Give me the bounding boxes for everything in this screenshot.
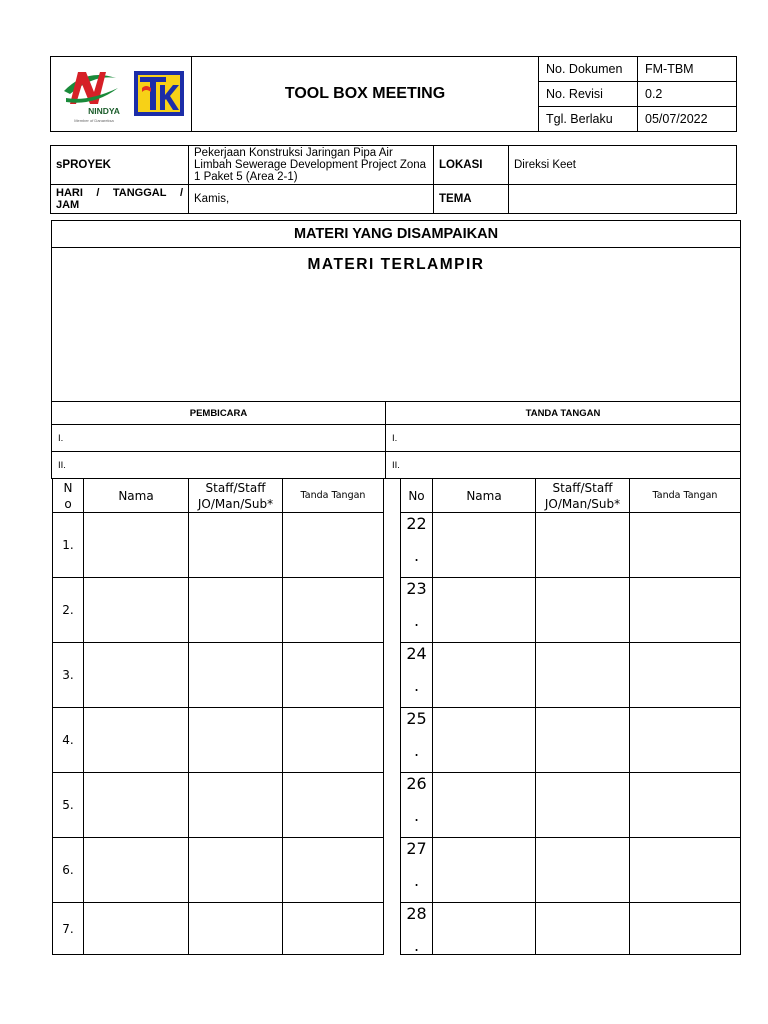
signature-cell[interactable] [283, 708, 384, 773]
document-header [50, 56, 737, 132]
signature-cell[interactable] [283, 773, 384, 838]
nindya-wordmark: NINDYA [88, 105, 120, 116]
hari-tanggal-jam-label [51, 185, 189, 214]
slash-word: / [96, 187, 100, 199]
table-row [53, 773, 384, 838]
tanda-tangan-header: Tanda Tangan [283, 479, 384, 513]
proyek-label: sPROYEK [51, 146, 189, 185]
nama-cell[interactable] [433, 643, 536, 708]
no-header: No [401, 479, 433, 513]
nama-cell[interactable] [84, 773, 189, 838]
row-number-suffix: . [413, 806, 420, 825]
signature-cell[interactable] [283, 643, 384, 708]
lokasi-label: LOKASI [434, 146, 509, 185]
row-number: 1. [53, 513, 84, 578]
row-number-suffix: . [413, 676, 420, 695]
nama-cell[interactable] [433, 708, 536, 773]
table-row [53, 513, 384, 578]
row-number: 7. [53, 903, 84, 955]
meta-label: Tgl. Berlaku [539, 107, 638, 132]
table-row [53, 708, 384, 773]
staff-cell[interactable] [189, 578, 283, 643]
tanda-tangan-header: Tanda Tangan [630, 479, 741, 513]
staff-cell[interactable] [536, 838, 630, 903]
tanda-tangan-row: II. [386, 452, 741, 479]
row-number-suffix: . [413, 741, 420, 760]
company-logos [56, 58, 186, 128]
row-number-suffix: . [413, 871, 420, 890]
staff-cell[interactable] [536, 903, 630, 955]
signature-cell[interactable] [630, 513, 741, 578]
nama-cell[interactable] [84, 578, 189, 643]
materi-heading: MATERI YANG DISAMPAIKAN [52, 221, 741, 248]
row-number: 3. [53, 643, 84, 708]
row-number: 22 [406, 514, 427, 533]
signature-cell[interactable] [630, 773, 741, 838]
nama-cell[interactable] [433, 578, 536, 643]
table-row [401, 578, 741, 643]
materi-body: MATERI TERLAMPIR [307, 256, 485, 273]
table-row [401, 643, 741, 708]
attendance-table-left [52, 478, 384, 955]
row-number-cell [401, 578, 433, 643]
hari-tanggal-line [56, 187, 183, 199]
nindya-logo [64, 72, 120, 123]
tanggal-word: TANGGAL [112, 187, 167, 199]
table-row [53, 903, 384, 955]
staff-cell[interactable] [189, 643, 283, 708]
materi-table [51, 220, 741, 479]
row-number-cell [401, 708, 433, 773]
staff-cell[interactable] [536, 708, 630, 773]
staff-cell[interactable] [189, 773, 283, 838]
logo-cell [51, 57, 192, 132]
staff-cell[interactable] [536, 643, 630, 708]
project-info-table [50, 145, 737, 214]
staff-cell[interactable] [189, 513, 283, 578]
tema-label: TEMA [434, 185, 509, 214]
signature-cell[interactable] [283, 513, 384, 578]
signature-cell[interactable] [630, 708, 741, 773]
row-number: 4. [53, 708, 84, 773]
row-number-cell [401, 903, 433, 955]
staff-header: Staff/Staff JO/Man/Sub* [189, 479, 283, 513]
staff-cell[interactable] [536, 773, 630, 838]
row-number-cell [401, 838, 433, 903]
signature-cell[interactable] [630, 643, 741, 708]
staff-cell[interactable] [536, 513, 630, 578]
slash-word: / [179, 187, 183, 199]
nama-header: Nama [84, 479, 189, 513]
signature-cell[interactable] [283, 578, 384, 643]
no-header [53, 479, 84, 513]
document-title: TOOL BOX MEETING [192, 57, 539, 132]
nama-cell[interactable] [433, 838, 536, 903]
row-number-suffix: . [413, 611, 420, 630]
meta-label: No. Revisi [539, 82, 638, 107]
nama-cell[interactable] [433, 513, 536, 578]
signature-cell[interactable] [630, 903, 741, 955]
row-number-cell [401, 773, 433, 838]
tema-value [509, 185, 737, 214]
nama-cell[interactable] [84, 838, 189, 903]
staff-header: Staff/Staff JO/Man/Sub* [536, 479, 630, 513]
nama-cell[interactable] [84, 708, 189, 773]
jam-word: JAM [56, 199, 80, 211]
table-row [401, 513, 741, 578]
signature-cell[interactable] [630, 578, 741, 643]
pembicara-row: I. [52, 425, 386, 452]
row-number: 5. [53, 773, 84, 838]
no-header-n: N [63, 480, 73, 495]
attendance-table-right [400, 478, 741, 955]
row-number: 25 [406, 709, 427, 728]
table-row [53, 838, 384, 903]
hari-value: Kamis, [189, 185, 434, 214]
hari-word: HARI [56, 187, 83, 199]
nama-cell[interactable] [433, 773, 536, 838]
signature-cell[interactable] [630, 838, 741, 903]
row-number-suffix: . [413, 546, 420, 565]
row-number-suffix: . [413, 936, 420, 955]
nama-cell[interactable] [84, 513, 189, 578]
nama-cell[interactable] [84, 903, 189, 955]
meta-value: FM-TBM [638, 57, 737, 82]
materi-body-cell [52, 248, 741, 402]
row-number: 27 [406, 839, 427, 858]
attendance-left-body [53, 513, 384, 955]
table-row [53, 643, 384, 708]
nama-header: Nama [433, 479, 536, 513]
table-row [401, 773, 741, 838]
nindya-tagline: Member of Danareksa [74, 117, 114, 123]
pembicara-header: PEMBICARA [52, 402, 386, 425]
no-header-o: o [64, 496, 72, 511]
staff-cell[interactable] [189, 903, 283, 955]
staff-cell[interactable] [189, 708, 283, 773]
meta-value: 05/07/2022 [638, 107, 737, 132]
row-number: 24 [406, 644, 427, 663]
nama-cell[interactable] [433, 903, 536, 955]
lokasi-value: Direksi Keet [509, 146, 737, 185]
row-number: 2. [53, 578, 84, 643]
meta-value: 0.2 [638, 82, 737, 107]
table-row [401, 838, 741, 903]
nama-cell[interactable] [84, 643, 189, 708]
proyek-value: Pekerjaan Konstruksi Jaringan Pipa Air Limbah Sewerage Development Project Zona 1 Paket 5 (Area 2-1) [189, 146, 434, 185]
pembicara-row: II. [52, 452, 386, 479]
row-number: 23 [406, 579, 427, 598]
table-row [401, 708, 741, 773]
row-number-cell [401, 643, 433, 708]
meta-label: No. Dokumen [539, 57, 638, 82]
tanda-tangan-row: I. [386, 425, 741, 452]
ptk-logo [134, 71, 184, 116]
table-row [53, 578, 384, 643]
row-number: 28 [406, 904, 427, 923]
row-number: 6. [53, 838, 84, 903]
signature-cell[interactable] [283, 903, 384, 955]
staff-cell[interactable] [189, 838, 283, 903]
row-number: 26 [406, 774, 427, 793]
row-number-cell [401, 513, 433, 578]
tanda-tangan-header: TANDA TANGAN [386, 402, 741, 425]
signature-cell[interactable] [283, 838, 384, 903]
table-row [401, 903, 741, 955]
staff-cell[interactable] [536, 578, 630, 643]
